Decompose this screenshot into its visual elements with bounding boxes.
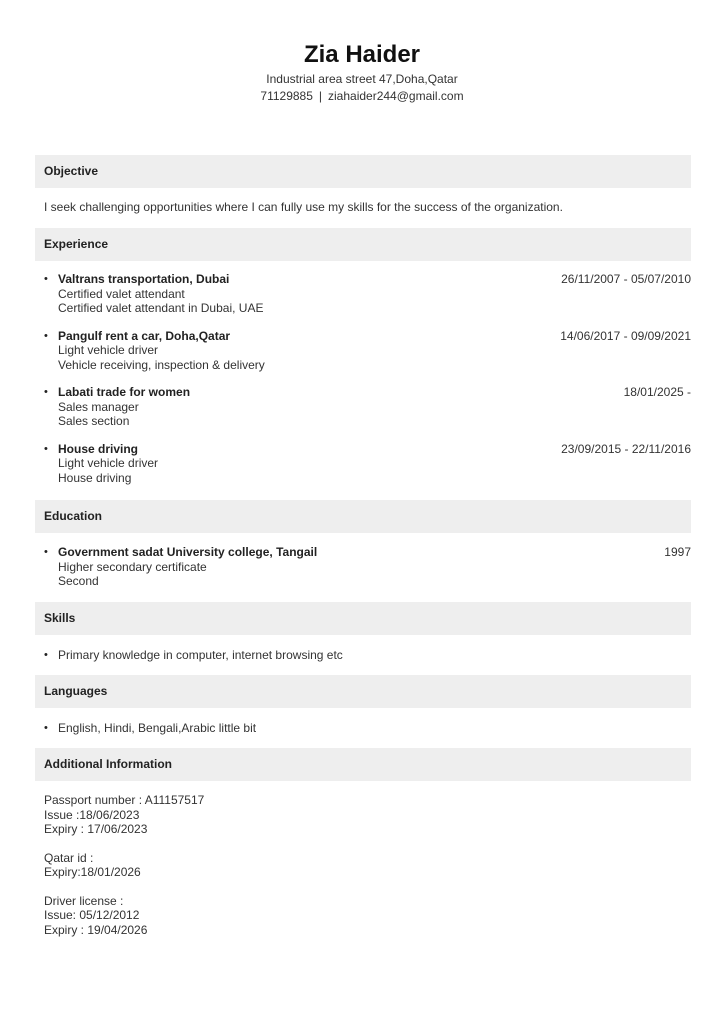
- entry-title: • House driving: [58, 441, 139, 456]
- entry-date: 14/06/2017 - 09/09/2021: [560, 328, 691, 343]
- info-line: Qatar id :: [44, 850, 94, 865]
- section-heading: Experience: [35, 228, 691, 261]
- languages-section: [35, 675, 691, 736]
- education-section: [35, 500, 691, 589]
- entry-line: House driving: [58, 470, 132, 485]
- skills-list: [35, 648, 691, 663]
- qatar-id-info: [35, 851, 691, 880]
- candidate-address: Industrial area street 47,Doha,Qatar: [266, 72, 458, 86]
- info-line: Passport number : A11157517: [44, 793, 205, 807]
- driver-license-info: [35, 894, 691, 938]
- experience-entry: [35, 385, 691, 429]
- contact-line: [0, 88, 724, 105]
- email-address: ziahaider244@gmail.com: [328, 89, 464, 103]
- info-line: Issue: 05/12/2012: [44, 908, 140, 922]
- passport-info: [35, 793, 691, 837]
- skills-section: [35, 602, 691, 663]
- section-heading: Objective: [35, 155, 691, 188]
- info-line: Expiry : 19/04/2026: [44, 922, 148, 937]
- section-heading: Education: [35, 500, 691, 533]
- experience-list: [35, 272, 691, 485]
- candidate-name: Zia Haider: [303, 41, 421, 68]
- experience-section: [35, 228, 691, 485]
- info-line: Expiry : 17/06/2023: [44, 822, 148, 836]
- phone-number: 71129885: [260, 89, 313, 103]
- entry-title: • Valtrans transportation, Dubai: [58, 272, 230, 286]
- entry-line: Certified valet attendant: [58, 286, 185, 301]
- contact-separator: |: [318, 89, 323, 103]
- entry-line: Vehicle receiving, inspection & delivery: [58, 357, 265, 372]
- experience-entry: [35, 329, 691, 373]
- entry-title: • Government sadat University college, Tangail: [58, 545, 318, 559]
- additional-info-section: [35, 748, 691, 937]
- experience-entry: [35, 442, 691, 486]
- section-heading: Languages: [35, 675, 691, 708]
- info-line: Expiry:18/01/2026: [44, 865, 141, 879]
- resume-header: [0, 40, 724, 105]
- entry-line: Certified valet attendant in Dubai, UAE: [58, 301, 264, 315]
- education-list: [35, 545, 691, 589]
- skill-item: • Primary knowledge in computer, internet browsing etc: [35, 648, 691, 663]
- entry-date: 26/11/2007 - 05/07/2010: [561, 272, 691, 286]
- entry-line: Second: [58, 574, 99, 588]
- entry-line: Sales manager: [58, 399, 139, 414]
- objective-text: I seek challenging opportunities where I can fully use my skills for the success of the organization.: [44, 200, 563, 214]
- entry-line: Light vehicle driver: [58, 456, 159, 470]
- entry-title: • Labati trade for women: [58, 385, 191, 399]
- objective-section: [35, 155, 691, 215]
- languages-list: [35, 721, 691, 736]
- entry-line: Light vehicle driver: [58, 343, 159, 357]
- experience-entry: [35, 272, 691, 316]
- info-line: Issue :18/06/2023: [44, 807, 140, 822]
- entry-date: 1997: [664, 545, 691, 559]
- language-item: • English, Hindi, Bengali,Arabic little bit: [35, 721, 691, 736]
- entry-date: 23/09/2015 - 22/11/2016: [561, 441, 691, 456]
- education-entry: [35, 545, 691, 589]
- entry-line: Higher secondary certificate: [58, 559, 207, 574]
- entry-title: • Pangulf rent a car, Doha,Qatar: [58, 328, 231, 343]
- entry-line: Sales section: [58, 414, 130, 428]
- section-heading: Additional Information: [35, 748, 691, 781]
- entry-date: 18/01/2025 -: [623, 385, 691, 399]
- info-line: Driver license :: [44, 893, 124, 908]
- section-heading: Skills: [35, 602, 691, 635]
